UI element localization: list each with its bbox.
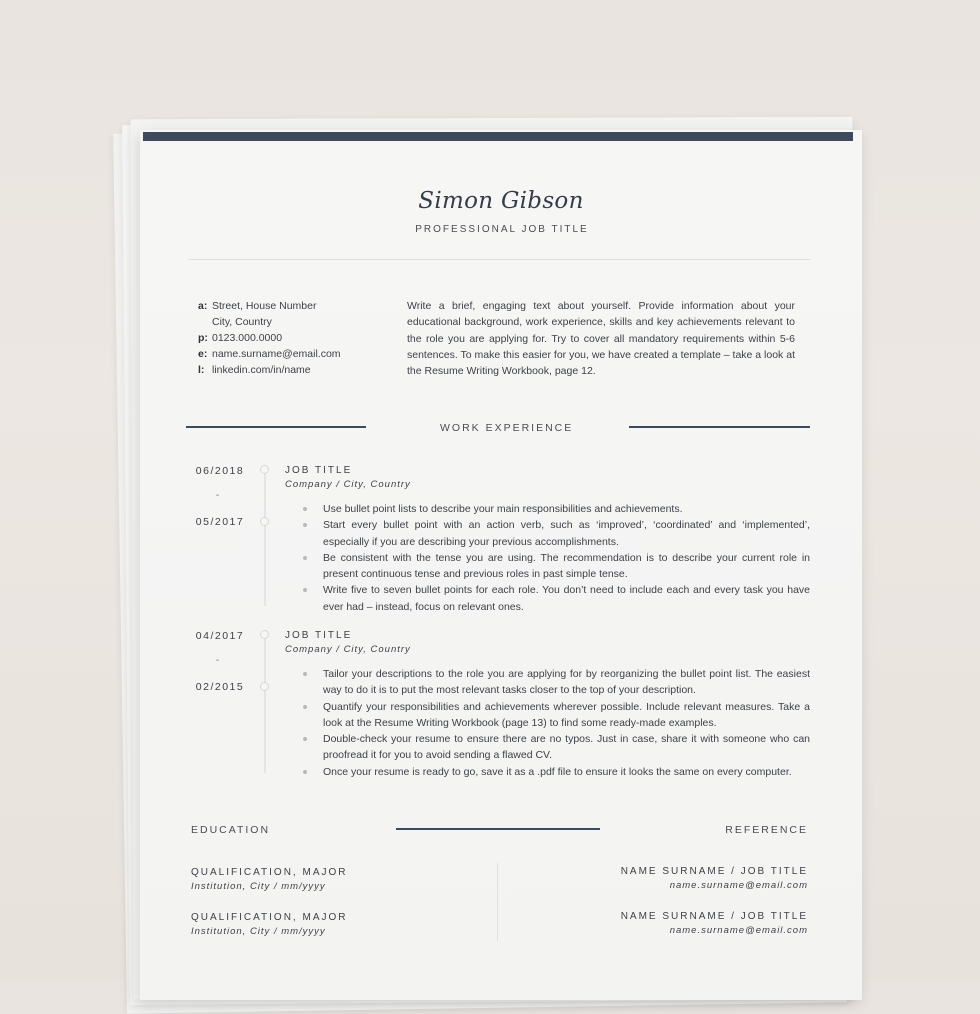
contact-block xyxy=(198,298,341,378)
contact-value: Street, House Number xyxy=(212,300,317,312)
contact-email xyxy=(198,346,341,362)
contact-value: 0123.000.0000 xyxy=(212,332,283,344)
job-start-date: 04/2017 xyxy=(195,630,245,642)
date-separator: - xyxy=(215,490,220,501)
list-item: Double-check your resume to ensure there are no typos. Just in case, share it with someone who can proofread it for you to avoid sending a flawed CV. xyxy=(302,731,810,764)
section-rule-right xyxy=(629,426,810,428)
contact-label: p: xyxy=(198,332,208,344)
job-company: Company / City, Country xyxy=(285,479,411,490)
job-end-date: 02/2015 xyxy=(195,681,245,693)
resume-page xyxy=(140,130,862,1000)
timeline-line xyxy=(264,470,266,606)
section-rule-left xyxy=(186,426,366,428)
timeline-dot xyxy=(260,682,269,691)
timeline-line xyxy=(264,635,266,773)
contact-value: City, Country xyxy=(212,316,272,328)
contact-label: a: xyxy=(198,300,208,312)
timeline-dot xyxy=(260,517,269,526)
job-entry xyxy=(190,629,812,789)
job-company: Company / City, Country xyxy=(285,644,411,655)
timeline-dot xyxy=(260,465,269,474)
header-accent-bar xyxy=(143,132,853,141)
reference-heading: REFERENCE xyxy=(725,824,808,836)
contact-phone xyxy=(198,330,341,346)
date-separator: - xyxy=(215,655,220,666)
qualification: QUALIFICATION, MAJOR xyxy=(191,912,348,923)
job-title-label: JOB TITLE xyxy=(285,465,353,476)
resume-name: Simon Gibson xyxy=(418,188,584,214)
contact-value: name.surname@email.com xyxy=(212,348,341,360)
reference-name: NAME SURNAME / JOB TITLE xyxy=(620,866,808,877)
list-item: Once your resume is ready to go, save it as a .pdf file to ensure it looks the same on every computer. xyxy=(302,764,810,780)
institution: Institution, City / mm/yyyy xyxy=(191,926,326,937)
list-item: Be consistent with the tense you are using. The recommendation is to describe your current role in present continuous tense and previous roles in past simple tense. xyxy=(302,550,810,583)
list-item: Quantify your responsibilities and achievements wherever possible. Include relevant measures. Take a look at the Resume Writing Workbook (page 13) to find some ready-made examples. xyxy=(302,699,810,732)
institution: Institution, City / mm/yyyy xyxy=(191,881,326,892)
section-rule-center xyxy=(396,828,600,830)
list-item: Use bullet point lists to describe your main responsibilities and achievements. xyxy=(302,501,810,517)
contact-address xyxy=(198,298,341,314)
list-item: Start every bullet point with an action verb, such as ‘improved’, ‘coordinated’ and ‘implemented’, especially if you are describing your previous accomplishments. xyxy=(302,517,810,550)
work-experience-heading: WORK EXPERIENCE xyxy=(440,422,574,434)
reference-email: name.surname@email.com xyxy=(669,925,808,936)
qualification: QUALIFICATION, MAJOR xyxy=(191,867,348,878)
job-bullets xyxy=(302,501,810,615)
list-item: Tailor your descriptions to the role you are applying for by reorganizing the bullet point list. The easiest way to do it is to put the most relevant tasks closer to the top of your description. xyxy=(302,666,810,699)
job-title-label: JOB TITLE xyxy=(285,630,353,641)
job-title: PROFESSIONAL JOB TITLE xyxy=(415,224,589,235)
timeline-dot xyxy=(260,630,269,639)
education-heading: EDUCATION xyxy=(191,824,271,836)
job-start-date: 06/2018 xyxy=(195,465,245,477)
contact-label xyxy=(198,314,212,330)
column-divider xyxy=(497,863,498,941)
about-summary: Write a brief, engaging text about yourself. Provide information about your educational background, work experience, skills and key achievements relevant to the role you are applying for. Try to cover all mandatory requirements within 5-6 sentences. To make this easier for you, we have created a template – take a look at the Resume Writing Workbook, page 12. xyxy=(407,300,795,378)
contact-city xyxy=(198,314,341,330)
reference-email: name.surname@email.com xyxy=(669,880,808,891)
contact-label: e: xyxy=(198,348,208,360)
contact-value: linkedin.com/in/name xyxy=(212,364,311,376)
list-item: Write five to seven bullet points for each role. You don’t need to include each and every task you have ever had – instead, focus on relevant ones. xyxy=(302,582,810,615)
reference-name: NAME SURNAME / JOB TITLE xyxy=(620,911,808,922)
contact-label: l: xyxy=(198,364,205,376)
job-end-date: 05/2017 xyxy=(195,516,245,528)
contact-linkedin xyxy=(198,362,341,378)
job-entry xyxy=(190,464,812,624)
job-bullets xyxy=(302,666,810,780)
header-divider xyxy=(188,259,810,260)
